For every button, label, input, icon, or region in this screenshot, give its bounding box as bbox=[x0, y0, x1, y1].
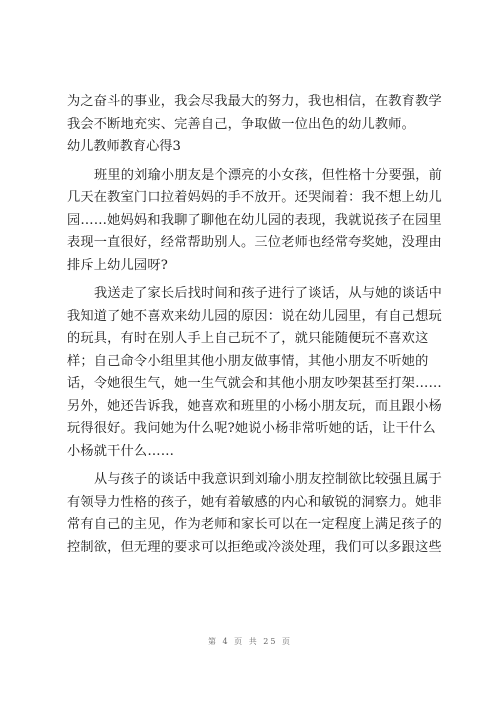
text-line: 另外，她还告诉我，她喜欢和班里的小杨小朋友玩，而且跟小杨 bbox=[67, 398, 442, 414]
intro-paragraph bbox=[67, 91, 445, 136]
text-line: 几天在教室门口拉着妈妈的手不放开。还哭闹着：我不想上幼儿 bbox=[67, 190, 442, 205]
document-body bbox=[67, 91, 445, 559]
text-line: 我送走了家长后找时间和孩子进行了谈话，从与她的谈话中 bbox=[94, 286, 443, 301]
text-line: 话，令她很生气，她一生气就会和其他小朋友吵架甚至打架…… bbox=[67, 376, 442, 391]
paragraph-2 bbox=[67, 283, 445, 463]
text-line: 园……她妈妈和我聊了聊他在幼儿园的表现，我就说孩子在园里 bbox=[67, 212, 442, 228]
text-line: 玩得很好。我问她为什么呢?她说小杨非常听她的话，让干什么 bbox=[67, 421, 436, 436]
section-title: 幼儿教师教育心得3 bbox=[67, 139, 181, 154]
text-line: 班里的刘瑜小朋友是个漂亮的小女孩，但性格十分要强，前 bbox=[94, 167, 443, 183]
text-line: 控制欲，但无理的要求可以拒绝或冷淡处理，我们可以多跟这些 bbox=[67, 539, 442, 555]
text-line: 从与孩子的谈话中我意识到刘瑜小朋友控制欲比较强且属于 bbox=[94, 472, 443, 487]
text-line: 我知道了她不喜欢来幼儿园的原因：说在幼儿园里，有自己想玩 bbox=[67, 308, 442, 324]
text-line: 的玩具，有时在别人手上自己玩不了，就只能随便玩不喜欢这 bbox=[67, 331, 429, 346]
paragraph-3 bbox=[67, 469, 445, 559]
text-line: 我会不断地充实、完善自己，争取做一位出色的幼儿教师。 bbox=[67, 116, 416, 132]
text-line: 有领导力性格的孩子，她有着敏感的内心和敏锐的洞察力。她非 bbox=[67, 494, 442, 510]
text-line: 样；自己命令小组里其他小朋友做事情，其他小朋友不听她的 bbox=[67, 353, 429, 369]
text-line: 表现一直很好，经常帮助别人。三位老师也经常夸奖她，没理由 bbox=[67, 235, 442, 250]
page-number-footer: 第 4 页 共 25 页 bbox=[208, 637, 292, 646]
text-line: 常有自己的主见，作为老师和家长可以在一定程度上满足孩子的 bbox=[67, 517, 442, 532]
paragraph-1 bbox=[67, 165, 445, 278]
text-line: 小杨就干什么…… bbox=[67, 443, 175, 459]
text-line: 为之奋斗的事业，我会尽我最大的努力，我也相信，在教育教学 bbox=[67, 94, 442, 109]
text-line: 排斥上幼儿园呀? bbox=[67, 257, 168, 273]
